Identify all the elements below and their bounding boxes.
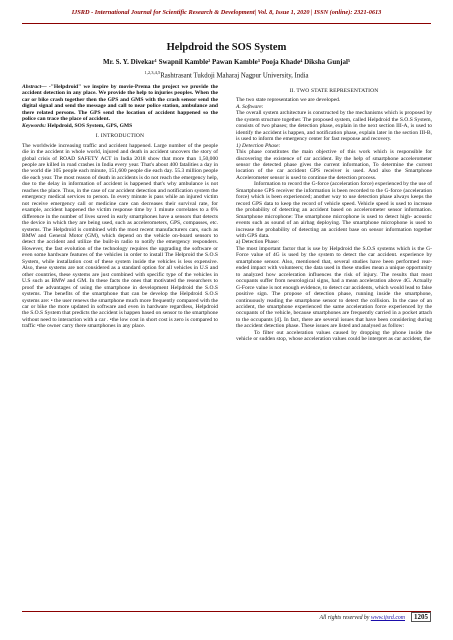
filter-text: To filter out acceleration values caused by dropping the phone inside the vehicle or sudden stop, whose acceleration values could be interpret as car accident, the — [236, 329, 432, 343]
information-text: Information to record the G-force (acceleration force) experienced by the use of Smartphone GPS receiver the information is been recorded to the G-force (acceleration force) which is been experienced; another way to use detection phase always keeps the record GPS data to keep the record of vehicle speed. Vehicle speed is used to increase the probability of detecting an accident based on accelerometer sensor information. Smartphone microphone: The smartphone microphone is used to detect high- acoustic events such as sound of an airbag deploying. The smartphone microphone is used to increase the probability of detecting an accident base on sensor information together with GPS data. — [236, 181, 432, 239]
page-footer — [320, 613, 431, 621]
section2-intro: The two state representation we are developed. — [236, 97, 341, 104]
keywords-text: Helpdroid, SOS System, GPS, GMS — [46, 122, 133, 129]
detection-phase-a-subheading: a) Detection Phase: — [236, 239, 280, 246]
footer-rights: All rights reserved by — [319, 615, 371, 621]
abstract-text: -"Helpdroid" we inspire by movie-Prema the project we provide the accident detection in any place. We provide the help to injuries peoples. When the car or bike crash together then the GPS and GMS with the crash sensor send the digital signal and send the message and call to near police station, ambulance and there related persons. The GPS send the location of accident happened so the police can trace the place of accident. — [22, 84, 218, 123]
footer-website-link[interactable]: www.ijsrd.com — [370, 615, 405, 621]
keywords — [22, 123, 218, 129]
page-number: 1205 — [411, 612, 431, 622]
affiliation-text: Rashtrasant Tukdoji Maharaj Nagpur University, India — [160, 72, 309, 80]
header-divider — [22, 23, 431, 24]
keywords-label: Keywords: — [22, 122, 47, 129]
software-subheading: A. Software: — [236, 103, 264, 110]
abstract — [22, 84, 218, 123]
software-text: The overall system architecture is constructed by the mechanisms which is proposed by the system structure together. The proposed system, called Helpdroid the S.O.S System, consists of two phases; the detection phase, explain in the next section III-A, is used to identify the accident is happen, and notification phase, explain later in the section III-B, is used to inform the emergency center for fast response and recovery. — [236, 110, 432, 143]
affiliation — [0, 70, 453, 79]
detection-phase-text: This phase constitutes the main objective of this work which is responsible for discovering the existence of car accident. By the help of smartphone accelerometer sensor the detected phase gives the current information, To determine the current location of the car accident GPS receiver is used. And also the Smartphone Accelerometer sensor is used to continue the detection process. — [236, 149, 432, 181]
detection-phase-subheading: 1) Detection Phase: — [236, 142, 281, 149]
left-column — [22, 84, 218, 330]
abstract-label: Abstract— — [22, 84, 47, 90]
introduction-heading: I. INTRODUCTION — [95, 133, 145, 140]
introduction-text: The worldwide increasing traffic and accident happened. Large number of the people die in the accident in whole world, injured and death in accident uncovers the story of global crisis of ROAD SAFETY ACT in India 2018 show that more than 1,50,000 people are killed in road crashes in India every year. That's about 400 fatalities a day in the world die 105 people each minute, 151,600 people die each day. 55.3 million people die each year. The most reason of death in accidents is do not reach the emergency help, due to the delay in information of accident is happened that's why ambulance is not reaches the place. Thus, in the case of car accident detection and notification system the emergency medical services to person. In every minute is pass while an injured victim not receive emergency call or medicine care can decreases their survival rate, for example, accident happened the victim response time by 1 minute correlates to a 6% difference in the number of lives saved in early smartphones have a sensors that detects the device in which they are being used, such as accelerometers, GPS, compasses, etc. systems. The Helpdroid is combined with the most recent manufacturers cars, such as BMW and General Motor (GM), which depend on the vehicle on-board sensors to detect the accident and utilize the built-in radio to notify the emergency responders. However, the fast evolution of the technology requires the upgrading the software or even some hardware features of the vehicles in order to install The Helproid the S.O.S System, while installation cost of these system inside the vehicles is less expensive. Also, these systems are not considered as a standard option for all vehicles in U.S and other countries, these systems are just combined with specific type of the vehicles in U.S such as BMW and GM. In these facts the ones that motivated the researchers to proof the advantages of using the smartphone in development Helpdroid the S.O.S systems. The benefits of the smartphone that can be develop the Helpdroid S.O.S systems are: • the user renews the smartphone much more frequently compared with the car or bike the more updated in software and even in hardware regardless, Helpdroid the S.O.S System that predicts the accident is happen based on sensor to the smartphone without need to interaction with a car . •the low cost in short cost is zero is compared to traffic •the owner carry there smartphones in any place. — [22, 142, 218, 330]
footer-divider — [22, 611, 431, 612]
right-column — [236, 84, 432, 343]
journal-header: IJSRD - International Journal for Scientific Research & Development| Vol. 8, Issue 1, 2020 | ISSN (online): 2321-0613 — [71, 9, 382, 16]
paper-title: Helpdroid the SOS System — [166, 42, 287, 53]
affiliation-superscript: 1,2,3,4,5 — [144, 70, 161, 75]
important-factor-text: The most important factor that is use by Helpdroid the S.O.S systems which is the G-Force value of 4G is used by the system to detect the car accident. experience by smartphone sensor. Also, mentioned that, several studies have been performed rear-ended impact with volunteers; the data used in these studies mean a unique opportunity to analyzed how acceleration influences the risk of injury. The results that most occupants suffer from neurological signs, had a mean acceleration above 4G. Actually G-Force value is not enough evidence, to detect car accidents, which would lead to false positive sign. The propose of detection phase, running inside the smartphone, continuously reading the smartphone sensor to detect the collision. In the case of an accident, the smartphone experienced the same acceleration force experienced by the occupants of the vehicle, because smartphones are frequently carried in a pocket attach to the occupants [4]. In fact, there are several issues that have been considering during the accident detection phase. These issues are listed and analysed as follow: — [236, 245, 432, 330]
author-list: Mr. S. Y. Divekar¹ Swapnil Kamble² Pawan Kamble³ Pooja Khade⁴ Diksha Gunjal⁵ — [103, 58, 350, 66]
section2-heading: II. TWO STATE REPRESENTATION — [289, 88, 379, 94]
